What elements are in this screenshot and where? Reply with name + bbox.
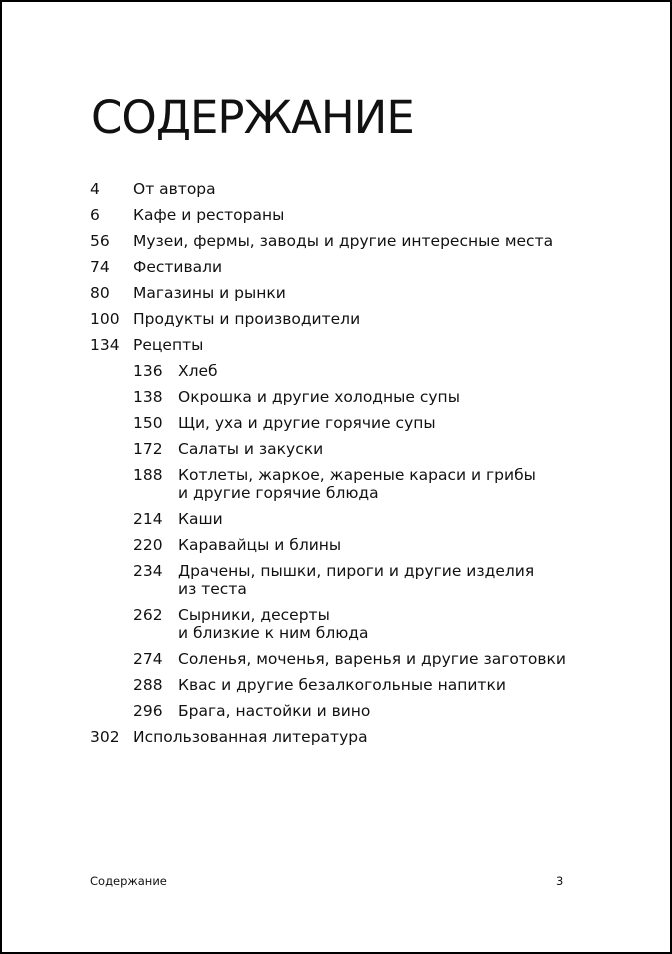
toc-entry-title: Котлеты, жаркое, жареные караси и грибы и другие горячие блюда bbox=[178, 466, 536, 502]
toc-page-number: 262 bbox=[133, 606, 163, 624]
toc-page-number: 274 bbox=[133, 650, 163, 668]
toc-entry-title: Каши bbox=[178, 510, 223, 528]
toc-entry-title: Музеи, фермы, заводы и другие интересные места bbox=[133, 232, 554, 250]
toc-entry-title: Каравайцы и блины bbox=[178, 536, 342, 554]
toc-page-number: 74 bbox=[90, 258, 110, 276]
toc-page-number: 234 bbox=[133, 562, 163, 580]
toc-entry-title: Сырники, десерты и близкие к ним блюда bbox=[178, 606, 369, 642]
toc-page-number: 220 bbox=[133, 536, 163, 554]
toc-entry bbox=[90, 258, 630, 276]
toc-entry bbox=[90, 310, 630, 328]
toc-page-number: 214 bbox=[133, 510, 163, 528]
toc-entry bbox=[90, 728, 630, 746]
toc-entry-title: Кафе и рестораны bbox=[133, 206, 285, 224]
toc-entry-title: Использованная литература bbox=[133, 728, 368, 746]
toc-subentry bbox=[90, 562, 630, 598]
toc-entry bbox=[90, 180, 630, 198]
toc-entry-title: Рецепты bbox=[133, 336, 204, 354]
toc-entry-title: Соленья, моченья, варенья и другие заготовки bbox=[178, 650, 566, 668]
toc-entry-title: От автора bbox=[133, 180, 216, 198]
toc-entry-title: Хлеб bbox=[178, 362, 218, 380]
toc-entry-title: Брага, настойки и вино bbox=[178, 702, 371, 720]
toc-subentry bbox=[90, 676, 630, 694]
page-title: СОДЕРЖАНИЕ bbox=[91, 91, 414, 144]
toc-entry-title: Драчены, пышки, пироги и другие изделия из теста bbox=[178, 562, 535, 598]
toc-page-number: 6 bbox=[90, 206, 100, 224]
toc-subentry bbox=[90, 466, 630, 502]
toc-page-number: 56 bbox=[90, 232, 110, 250]
toc-subentry bbox=[90, 362, 630, 380]
toc-entry bbox=[90, 336, 630, 354]
toc-subentry bbox=[90, 536, 630, 554]
toc-page-number: 302 bbox=[90, 728, 120, 746]
toc-page-number: 296 bbox=[133, 702, 163, 720]
toc-subentry bbox=[90, 702, 630, 720]
toc-subentry bbox=[90, 650, 630, 668]
toc-entry bbox=[90, 232, 630, 250]
toc-subentry bbox=[90, 414, 630, 432]
toc-page-number: 4 bbox=[90, 180, 100, 198]
table-of-contents bbox=[90, 180, 630, 754]
toc-subentry bbox=[90, 388, 630, 406]
toc-page-number: 136 bbox=[133, 362, 163, 380]
toc-subentry bbox=[90, 440, 630, 458]
page-number: 3 bbox=[556, 874, 564, 888]
toc-page-number: 138 bbox=[133, 388, 163, 406]
toc-page-number: 188 bbox=[133, 466, 163, 484]
toc-subentry bbox=[90, 510, 630, 528]
toc-entry bbox=[90, 206, 630, 224]
toc-subentry bbox=[90, 606, 630, 642]
toc-entry-title: Окрошка и другие холодные супы bbox=[178, 388, 460, 406]
running-footer-section: Содержание bbox=[90, 874, 167, 888]
toc-page-number: 100 bbox=[90, 310, 120, 328]
toc-entry-title: Магазины и рынки bbox=[133, 284, 286, 302]
toc-entry bbox=[90, 284, 630, 302]
toc-entry-title: Квас и другие безалкогольные напитки bbox=[178, 676, 506, 694]
toc-entry-title: Салаты и закуски bbox=[178, 440, 324, 458]
toc-page-number: 150 bbox=[133, 414, 163, 432]
toc-page-number: 172 bbox=[133, 440, 163, 458]
toc-page-number: 288 bbox=[133, 676, 163, 694]
toc-entry-title: Продукты и производители bbox=[133, 310, 361, 328]
toc-page-number: 134 bbox=[90, 336, 120, 354]
toc-page-number: 80 bbox=[90, 284, 110, 302]
toc-entry-title: Щи, уха и другие горячие супы bbox=[178, 414, 436, 432]
toc-entry-title: Фестивали bbox=[133, 258, 223, 276]
